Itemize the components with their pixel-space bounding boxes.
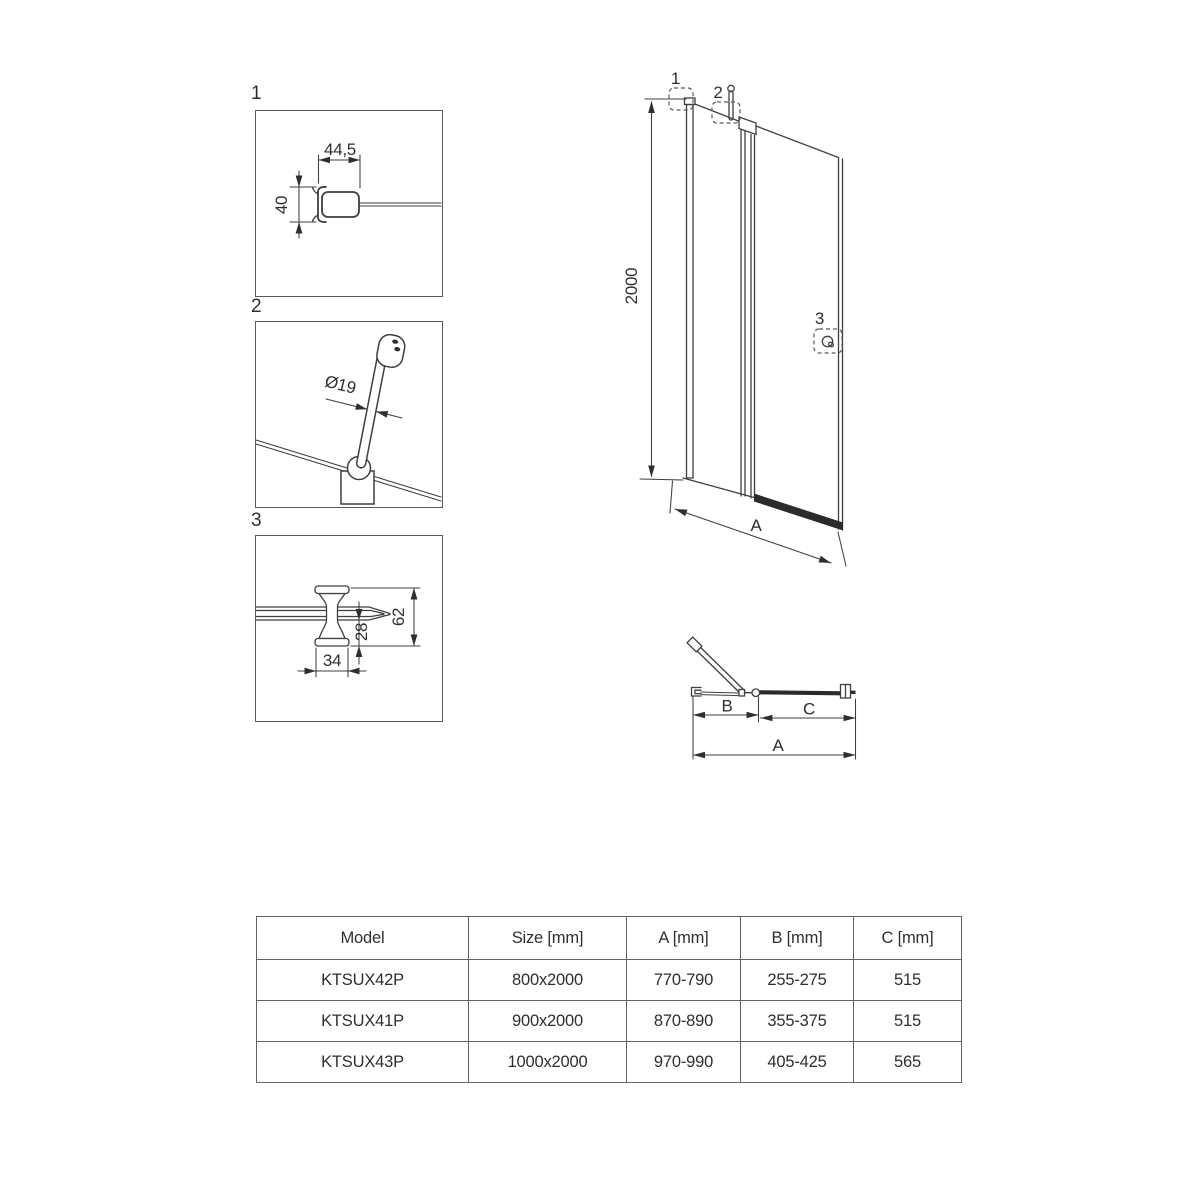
detail-2-dimensions <box>326 399 402 418</box>
cell-a: 970-990 <box>627 1042 741 1083</box>
spec-table <box>256 916 962 1083</box>
dim-knob-lower-height: 28 <box>352 622 371 642</box>
support-bar-assembly <box>341 333 407 504</box>
dim-bar-diameter: Ø19 <box>322 371 358 398</box>
cell-b: 405-425 <box>741 1042 854 1083</box>
col-header-size: Size [mm] <box>469 917 627 960</box>
bottom-threshold-rail <box>754 494 843 531</box>
knob-icon <box>822 336 832 346</box>
top-view-structure <box>687 637 855 698</box>
callout-3-frame <box>814 329 842 353</box>
dim-knob-width: 34 <box>322 651 342 670</box>
cell-a: 870-890 <box>627 1001 741 1042</box>
cell-model: KTSUX41P <box>257 1001 469 1042</box>
callout-3-number: 3 <box>814 309 825 328</box>
callout-2-number: 2 <box>713 83 723 102</box>
dim-profile-height: 40 <box>272 195 291 215</box>
col-header-model: Model <box>257 917 469 960</box>
cell-size: 1000x2000 <box>469 1042 627 1083</box>
dim-knob-total-height: 62 <box>389 607 408 627</box>
cell-model: KTSUX43P <box>257 1042 469 1083</box>
cell-a: 770-790 <box>627 960 741 1001</box>
cell-size: 800x2000 <box>469 960 627 1001</box>
dim-profile-depth: 44,5 <box>324 140 356 159</box>
cell-c: 515 <box>854 960 962 1001</box>
hinge-pivot <box>752 689 760 697</box>
detail-2-number: 2 <box>251 296 262 317</box>
table-row <box>257 1001 962 1042</box>
table-row <box>257 1042 962 1083</box>
detail-2-box <box>255 321 443 508</box>
detail-3-number: 3 <box>251 510 262 531</box>
glass-with-seal <box>256 607 390 620</box>
dim-door-height: 2000 <box>622 267 641 305</box>
cell-b: 355-375 <box>741 1001 854 1042</box>
detail-1-box <box>255 110 443 297</box>
cell-b: 255-275 <box>741 960 854 1001</box>
cell-c: 565 <box>854 1042 962 1083</box>
detail-3-drawing <box>256 536 441 720</box>
front-view-dimensions <box>640 99 846 566</box>
col-header-a: A [mm] <box>627 917 741 960</box>
detail-3-box <box>255 535 443 722</box>
detail-1-number: 1 <box>251 83 262 104</box>
dim-b-label: B <box>721 696 733 716</box>
wall-profile-top <box>692 688 702 697</box>
wall-profile-section <box>313 187 442 222</box>
header-row <box>257 917 962 960</box>
callout-1-number: 1 <box>670 69 681 88</box>
cell-c: 515 <box>854 1001 962 1042</box>
dim-c-label: C <box>803 699 815 719</box>
cell-size: 900x2000 <box>469 1001 627 1042</box>
door-structure <box>683 85 843 530</box>
detail-2-drawing <box>256 322 441 506</box>
spec-table-body <box>257 960 962 1083</box>
fixed-panel-top <box>760 690 843 695</box>
front-view-drawing <box>615 60 865 580</box>
cell-model: KTSUX42P <box>257 960 469 1001</box>
top-view-drawing <box>655 630 885 770</box>
detail-1-drawing <box>256 111 441 295</box>
dim-a-label: A <box>772 736 784 755</box>
support-bar-front <box>729 91 733 120</box>
col-header-c: C [mm] <box>854 917 962 960</box>
dim-door-width-label: A <box>750 516 762 535</box>
spec-table-header <box>257 917 962 960</box>
col-header-b: B [mm] <box>741 917 854 960</box>
table-row <box>257 960 962 1001</box>
